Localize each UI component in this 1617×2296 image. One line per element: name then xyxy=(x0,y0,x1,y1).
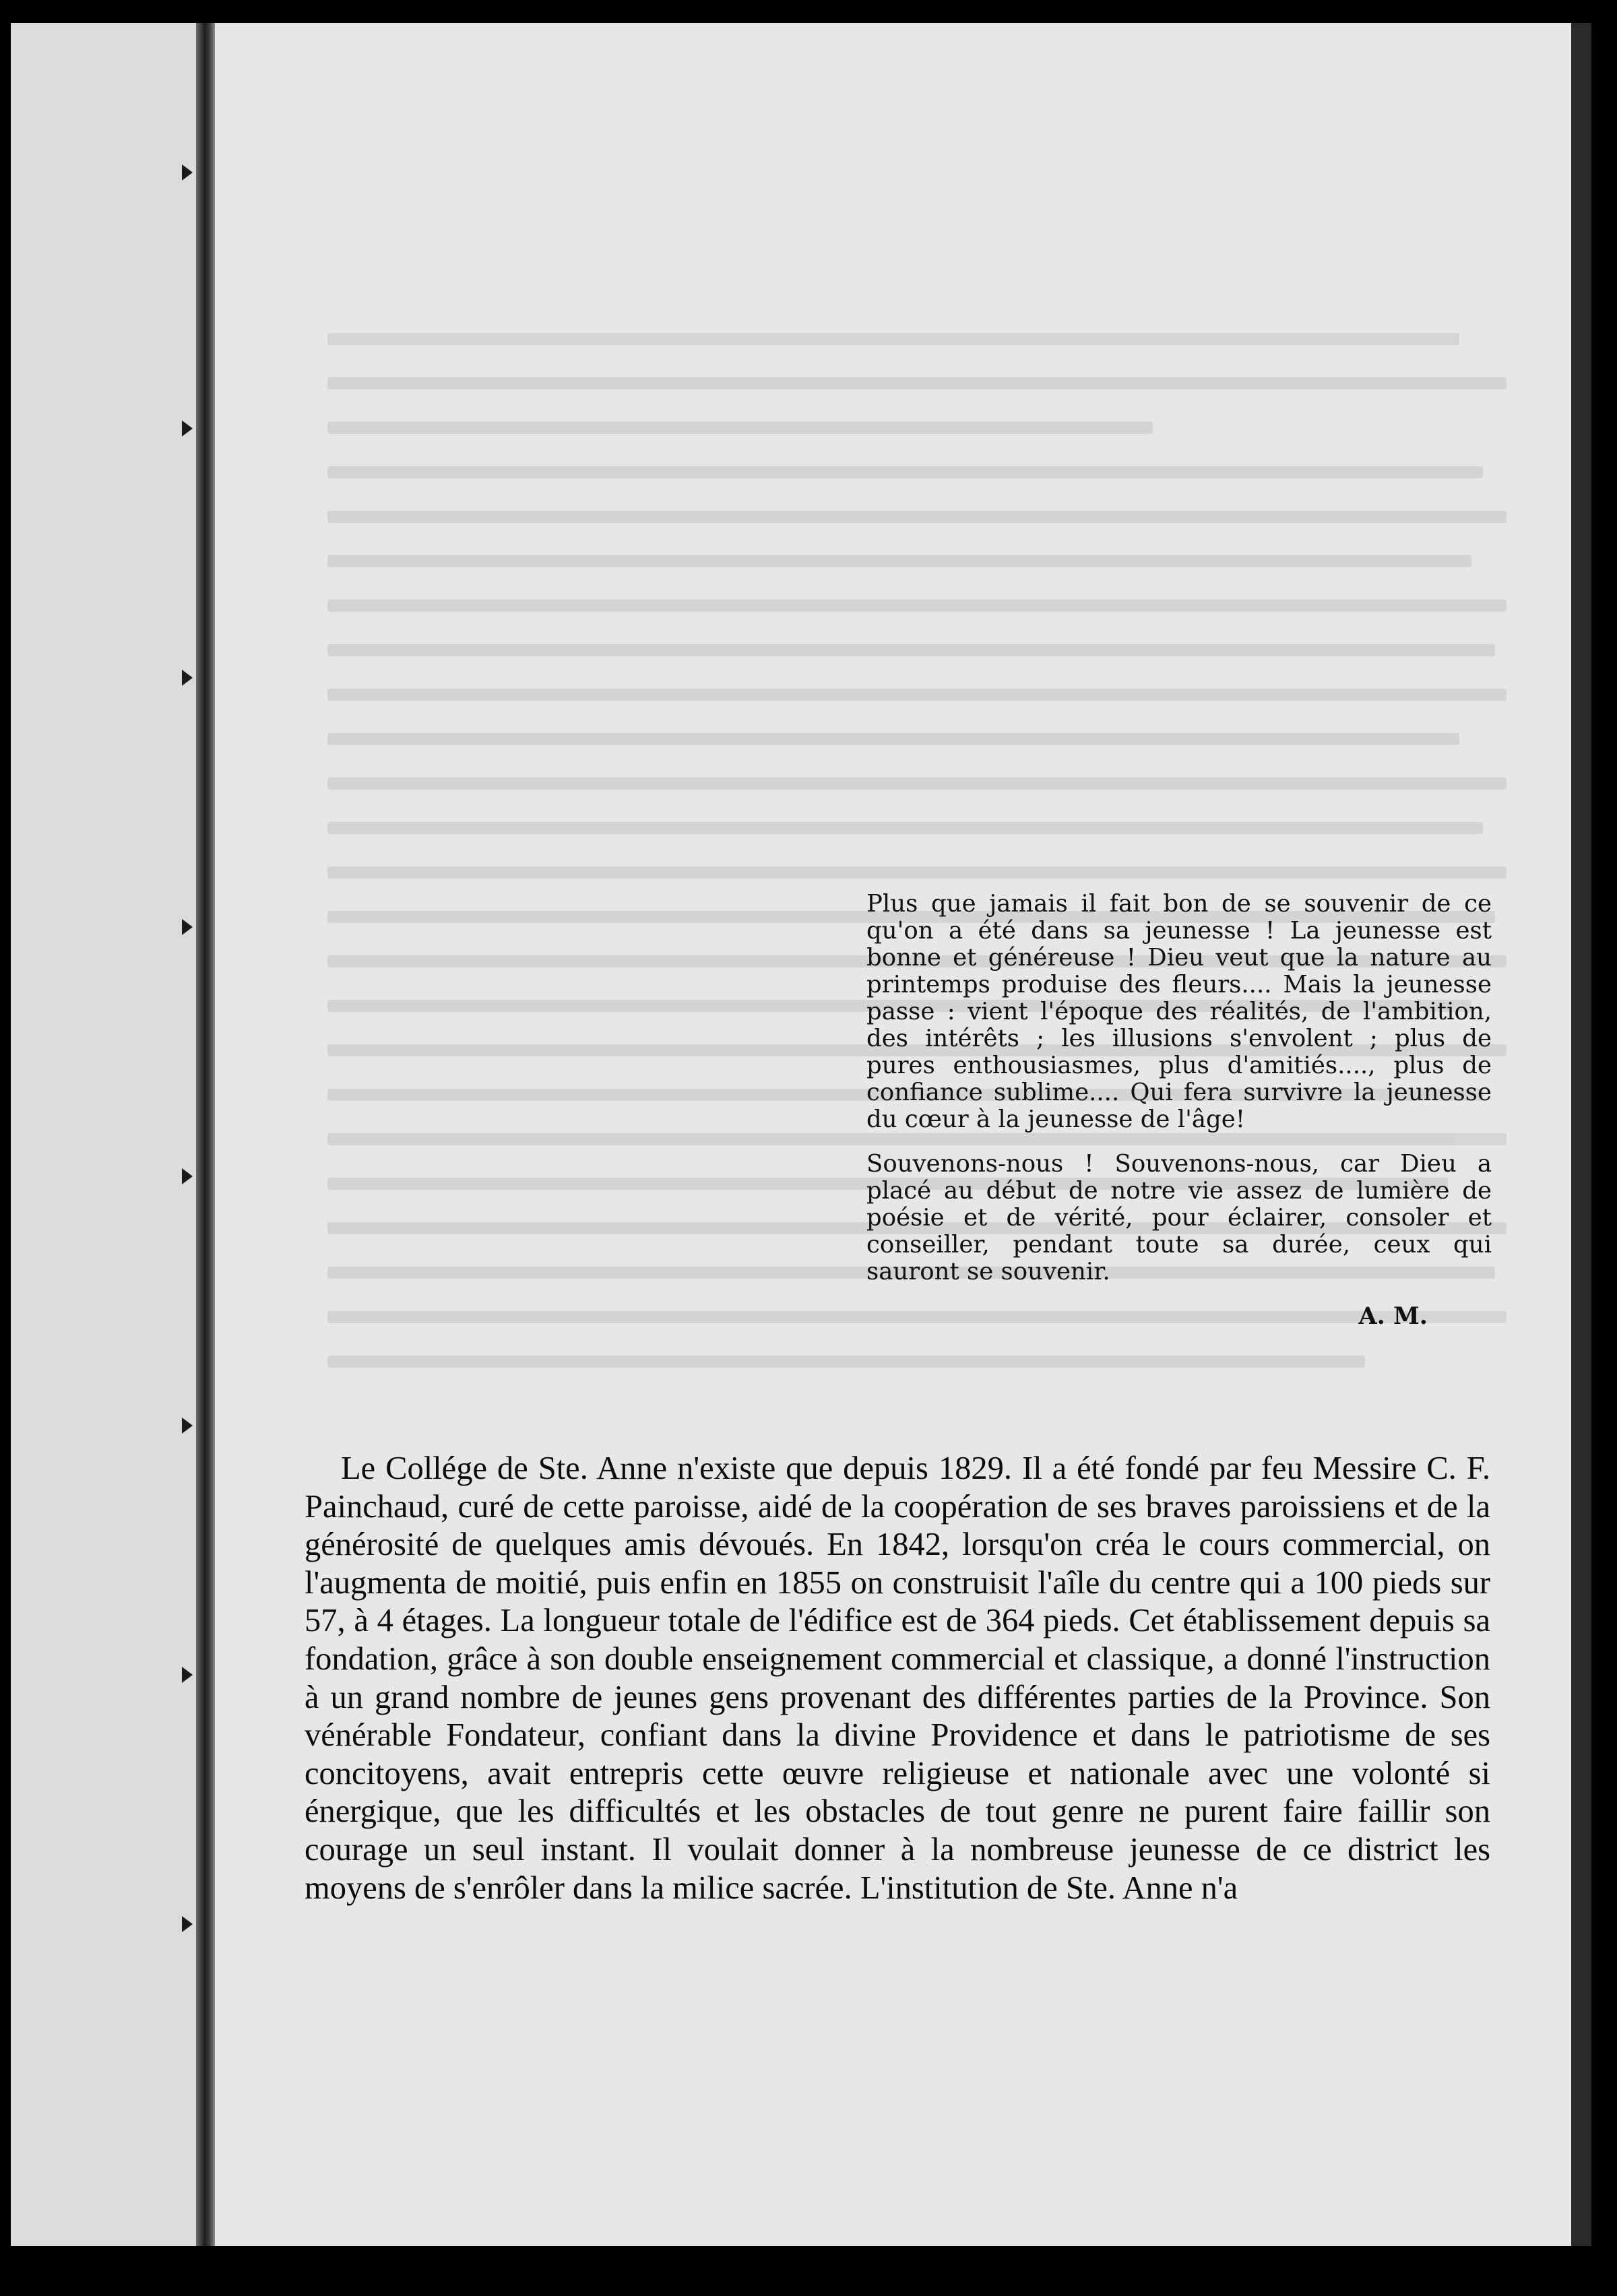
binding-stitch-mark xyxy=(182,420,193,437)
binding-stitch-mark xyxy=(182,1916,193,1932)
binding-stitch-mark xyxy=(182,919,193,935)
page-gutter xyxy=(11,23,213,2246)
quote-paragraph: Souvenons-nous ! Souvenons-nous, car Dieu a placé au début de notre vie assez de lumière de poésie et de vérité, pour éclairer, consoler et conseiller, pendant toute sa durée, ceux qui sauront se souvenir. xyxy=(866,1150,1492,1285)
body-paragraph: Le Collége de Ste. Anne n'existe que depuis 1829. Il a été fondé par feu Messire C. F. Painchaud, curé de cette paroisse, aidé de la coopération de ses braves paroissiens et de la générosité de quelques amis dévoués. En 1842, lorsqu'on créa le cours commercial, on l'augmenta de moitié, puis enfin en 1855 on construisit l'aîle du centre qui a 100 pieds sur 57, à 4 étages. La longueur totale de l'édifice est de 364 pieds. Cet établissement depuis sa fondation, grâce à son double enseignement commercial et classique, a donné l'instruction à un grand nombre de jeunes gens provenant des différentes parties de la Province. Son vénérable Fondateur, confiant dans la divine Providence et dans le patriotisme de ses concitoyens, avait entrepris cette œuvre religieuse et nationale avec une volonté si énergique, que les difficultés et les obstacles de tout genre ne purent faire faillir son courage un seul instant. Il voulait donner à la nombreuse jeunesse de ce district les moyens de s'enrôler dans la milice sacrée. L'institution de Ste. Anne n'a xyxy=(305,1450,1490,1906)
binding-stitch-mark xyxy=(182,670,193,686)
quote-paragraph: Plus que jamais il fait bon de se souvenir de ce qu'on a été dans sa jeunesse ! La jeunesse est bonne et généreuse ! Dieu veut que la nature au printemps produise des fleurs.... Mais la jeunesse passe : vient l'époque des réalités, de l'ambition, des intérêts ; les illusions s'envolent ; plus de pures enthousiasmes, plus d'amitiés...., plus de confiance sublime.... Qui fera survivre la jeunesse du cœur à la jeunesse de l'âge! xyxy=(866,890,1492,1133)
binding-edge xyxy=(196,23,215,2246)
binding-stitch-mark xyxy=(182,164,193,181)
epigraph-quote xyxy=(866,891,1492,1330)
quote-signature: A. M. xyxy=(1358,1302,1428,1330)
binding-stitch-mark xyxy=(182,1667,193,1683)
document-page xyxy=(11,23,1591,2246)
binding-stitch-mark xyxy=(182,1417,193,1434)
page-right-edge xyxy=(1571,23,1591,2246)
binding-stitch-mark xyxy=(182,1168,193,1184)
